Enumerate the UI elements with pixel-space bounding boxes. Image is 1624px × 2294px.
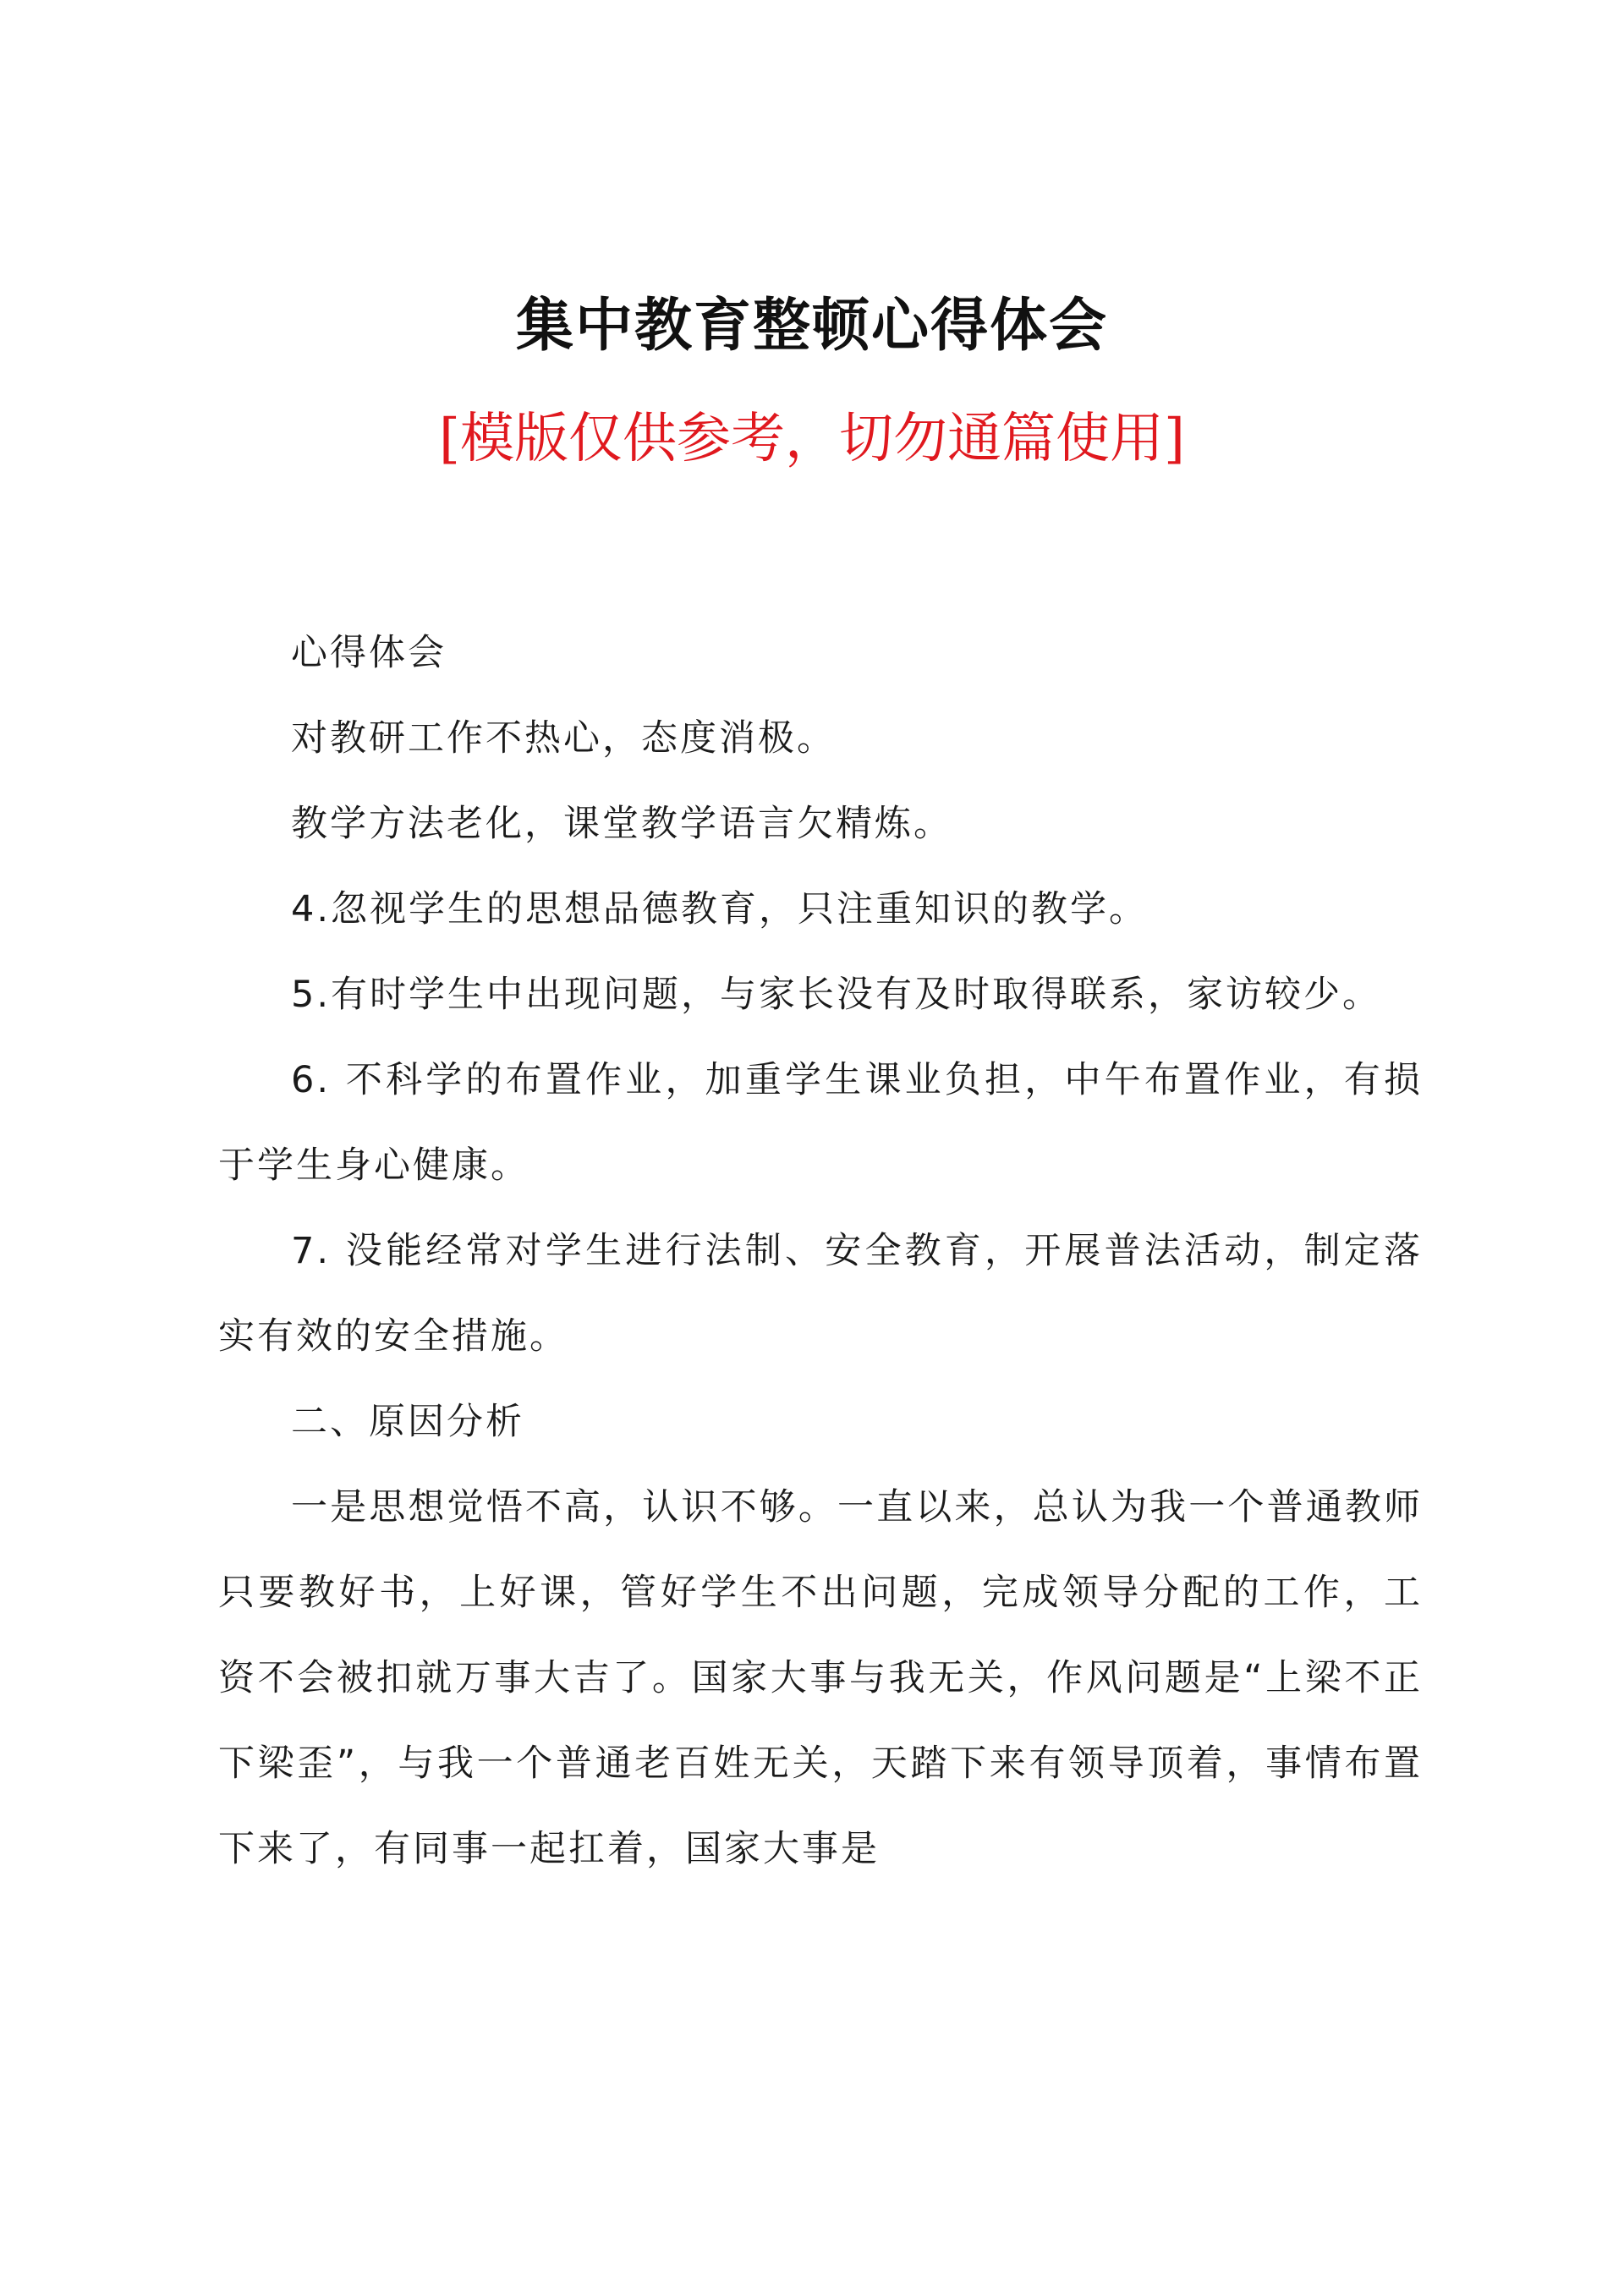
paragraph-heading-experience: 心得体会 (291, 632, 447, 674)
paragraph-item-4: 4.忽视学生的思想品德教育，只注重知识的教学。 (291, 888, 1149, 930)
paragraph-cause-one: 一是思想觉悟不高，认识不够。一直以来，总认为我一个普通教师只要教好书，上好课，管好学生不出问题，完成领导分配的工作，工资不会被扣就万事大吉了。国家大事与我无关，作风问题是“上梁不正下梁歪”，与我一个普通老百姓无关，天踏下来有领导顶着，事情布置下来了，有同事一起扛着，国家大事是 (218, 1486, 1423, 1870)
paragraph-item-7: 7. 没能经常对学生进行法制、安全教育，开展普法活动，制定落实有效的安全措施。 (218, 1230, 1423, 1358)
paragraph-item-6: 6. 不科学的布置作业，加重学生课业负担，中午布置作业，有损于学生身心健康。 (218, 1059, 1423, 1187)
paragraph-item: 对教研工作不热心，态度消极。 (291, 717, 836, 760)
document-title: 集中教育整顿心得体会 (515, 292, 1108, 359)
paragraph-item-5: 5.有时学生中出现问题，与家长没有及时取得联系，家访较少。 (291, 974, 1382, 1016)
document-body (218, 611, 1423, 1892)
paragraph-item: 教学方法老化，课堂教学语言欠精炼。 (291, 803, 952, 845)
template-notice: [模版仅供参考，切勿通篇使用] (439, 408, 1185, 470)
section-heading-cause-analysis: 二、原因分析 (291, 1401, 524, 1443)
